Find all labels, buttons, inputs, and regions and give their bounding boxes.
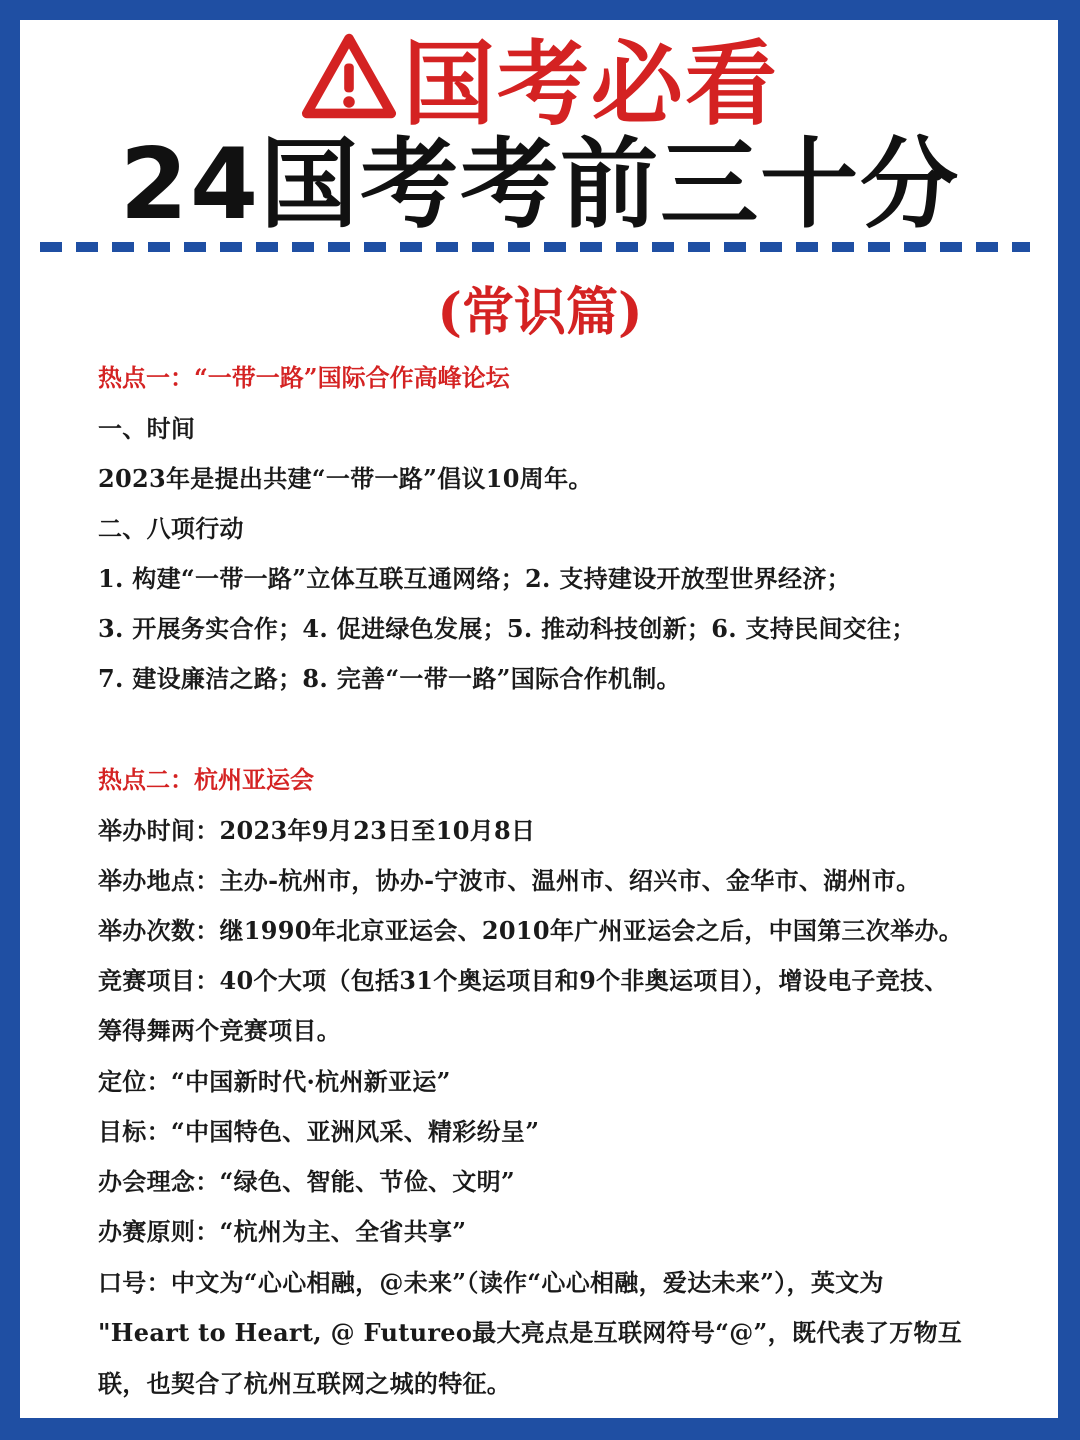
section-2-line: 举办次数：继1990年北京亚运会、2010年广州亚运会之后，中国第三次举办。 [98, 916, 963, 945]
section-1-line: 2023年是提出共建“一带一路”倡议10周年。 [98, 464, 593, 493]
section-1-line: 一、时间 [98, 414, 196, 443]
page-subtitle: (常识篇) [437, 282, 643, 343]
section-2-line: 筹得舞两个竞赛项目。 [98, 1016, 341, 1045]
section-2-line: 联，也契合了杭州互联网之城的特征。 [98, 1369, 512, 1398]
section-2-line: 目标：“中国特色、亚洲风采、精彩纷呈” [98, 1117, 540, 1146]
section-2-line: 办赛原则：“杭州为主、全省共享” [98, 1217, 467, 1246]
title-line-1: 国考必看 [402, 31, 779, 138]
section-1-line: 1. 构建“一带一路”立体互联互通网络；2. 支持建设开放型世界经济； [98, 564, 851, 593]
page-title: 24国考考前三十分 [119, 128, 961, 242]
page-title-warning [0, 22, 1080, 138]
section-heading-1: 热点一：“一带一路”国际合作高峰论坛 [98, 363, 510, 392]
section-2-line: 举办时间：2023年9月23日至10月8日 [98, 816, 536, 845]
section-1-line: 7. 建设廉洁之路；8. 完善“一带一路”国际合作机制。 [98, 664, 681, 693]
dashed-divider [40, 242, 1030, 252]
section-2-line: 举办地点：主办-杭州市，协办-宁波市、温州市、绍兴市、金华市、湖州市。 [98, 866, 921, 895]
warning-triangle-icon [301, 29, 397, 125]
section-1-line: 二、八项行动 [98, 514, 244, 543]
section-2-line: 口号：中文为“心心相融，@未来”（读作“心心相融，爱达未来”），英文为 [98, 1268, 884, 1297]
section-2-line: "Heart to Heart, @ Futureo最大亮点是互联网符号“@”，既代表了万物互 [98, 1318, 963, 1347]
section-2-line: 办会理念：“绿色、智能、节俭、文明” [98, 1167, 516, 1196]
section-heading-2: 热点二：杭州亚运会 [98, 765, 314, 794]
section-1-line: 3. 开展务实合作；4. 促进绿色发展；5. 推动科技创新；6. 支持民间交往； [98, 614, 916, 643]
section-2-line: 竞赛项目：40个大项（包括31个奥运项目和9个非奥运项目），增设电子竞技、 [98, 966, 949, 995]
section-2-line: 定位：“中国新时代·杭州新亚运” [98, 1067, 451, 1096]
